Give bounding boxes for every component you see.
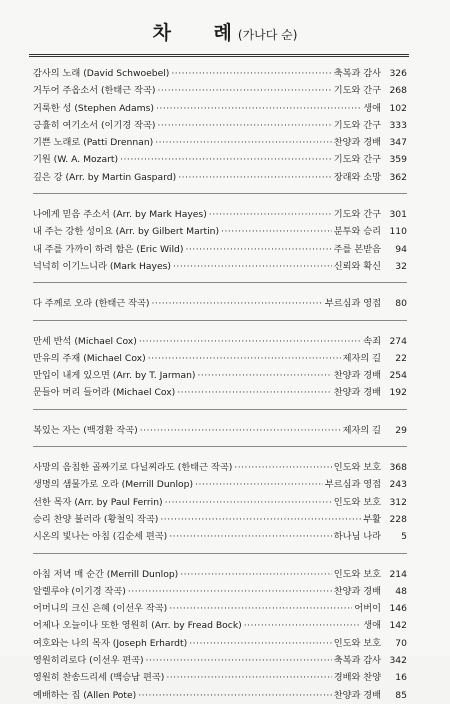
leader-dots <box>120 151 332 168</box>
entry-category: 부활 <box>363 513 381 525</box>
entry-title: 다 주께로 오라 (한태근 작곡) <box>33 298 150 310</box>
leader-dots <box>160 511 361 528</box>
toc-entry <box>33 459 407 476</box>
entry-category: 하나님 나라 <box>333 531 381 543</box>
entry-page-number: 368 <box>389 462 407 474</box>
entry-page-number: 32 <box>395 260 407 272</box>
leader-dots <box>234 459 331 476</box>
entry-title: 넉넉히 이기느니라 (Mark Hayes) <box>33 260 172 272</box>
leader-dots <box>155 134 331 151</box>
leader-dots <box>169 600 352 617</box>
toc-entry <box>33 333 407 350</box>
entry-category: 기도와 간구 <box>333 85 381 97</box>
entry-category: 주를 본받음 <box>333 243 381 255</box>
entry-title: 아침 저녁 매 순간 (Merrill Dunlop) <box>33 568 179 580</box>
entry-title: 여호와는 나의 목자 (Joseph Erhardt) <box>33 637 188 649</box>
entry-page-number: 342 <box>389 655 407 667</box>
entry-title: 내 주는 강한 성이요 (Arr. by Gilbert Martin) <box>33 226 220 238</box>
entry-page-number: 29 <box>395 424 407 436</box>
title-rule <box>29 54 409 57</box>
leader-dots <box>169 528 331 545</box>
entry-page-number: 16 <box>395 672 407 684</box>
toc-group <box>33 566 407 704</box>
toc-entry <box>33 384 407 401</box>
entry-page-number: 70 <box>395 637 407 649</box>
leader-dots <box>209 206 332 223</box>
toc-entry <box>33 258 407 275</box>
entry-page-number: 142 <box>389 620 407 632</box>
entry-page-number: 274 <box>389 335 407 347</box>
toc-entry <box>33 169 407 186</box>
entry-title: 복있는 자는 (백경환 작곡) <box>33 424 138 436</box>
entry-category: 부르심과 영접 <box>324 479 381 491</box>
entry-title: 감사의 노래 (David Schwoebel) <box>33 68 170 79</box>
entry-category: 인도와 보호 <box>333 462 381 474</box>
leader-dots <box>138 687 331 704</box>
entry-page-number: 102 <box>389 102 407 114</box>
entry-title: 문들아 머리 들어라 (Michael Cox) <box>33 387 176 399</box>
group-divider <box>33 553 407 566</box>
toc-entry <box>33 635 407 652</box>
entry-category: 기도와 간구 <box>333 119 381 131</box>
entry-page-number: 228 <box>389 513 407 525</box>
entry-page-number: 243 <box>389 479 407 491</box>
toc-entry <box>33 65 407 82</box>
entry-title: 생명의 샘물가로 오라 (Merrill Dunlop) <box>33 479 194 491</box>
page-title <box>0 18 450 45</box>
entry-category: 인도와 보호 <box>333 637 381 649</box>
toc-entry <box>33 476 407 493</box>
leader-dots <box>166 669 331 686</box>
entry-title: 기원 (W. A. Mozart) <box>33 154 119 166</box>
group-divider <box>33 409 407 422</box>
toc-entry <box>33 367 407 384</box>
entry-page-number: 192 <box>389 387 407 399</box>
entry-title: 어제나 오늘이나 또한 영원히 (Arr. by Fread Bock) <box>33 620 242 632</box>
toc-entry <box>33 494 407 511</box>
entry-title: 나에게 믿음 주소서 (Arr. by Mark Hayes) <box>33 209 207 221</box>
leader-dots <box>165 494 332 511</box>
entry-category: 찬양과 경배 <box>333 370 381 382</box>
toc-group <box>33 459 407 545</box>
entry-title: 긍휼히 여기소서 (이기경 작곡) <box>33 119 156 131</box>
toc-group <box>33 333 407 402</box>
entry-category: 경배와 찬양 <box>333 672 381 684</box>
entry-page-number: 301 <box>389 209 407 221</box>
toc-entry <box>33 422 407 439</box>
title-subtitle: (가나다 순) <box>237 28 298 42</box>
leader-dots <box>221 223 332 240</box>
entry-page-number: 326 <box>389 68 407 79</box>
leader-dots <box>185 241 331 258</box>
entry-title: 시온의 빛나는 아침 (김순세 편곡) <box>33 531 168 543</box>
toc-entry <box>33 206 407 223</box>
entry-page-number: 214 <box>389 568 407 580</box>
leader-dots <box>128 583 332 600</box>
entry-title: 거두어 주옵소서 (한태근 작곡) <box>33 85 156 97</box>
entry-page-number: 85 <box>395 689 407 701</box>
entry-page-number: 362 <box>389 171 407 183</box>
entry-page-number: 110 <box>389 226 407 238</box>
leader-dots <box>148 350 341 367</box>
entry-category: 부르심과 영접 <box>324 298 381 310</box>
toc-entry <box>33 617 407 634</box>
toc-entry <box>33 652 407 669</box>
toc-entry <box>33 295 407 312</box>
entry-page-number: 5 <box>401 531 407 543</box>
leader-dots <box>244 617 361 634</box>
entry-title: 만유의 주재 (Michael Cox) <box>33 352 146 364</box>
group-divider <box>33 320 407 333</box>
entry-category: 기도와 간구 <box>333 154 381 166</box>
toc-group <box>33 206 407 275</box>
entry-page-number: 48 <box>395 585 407 597</box>
leader-dots <box>198 367 332 384</box>
entry-category: 생애 <box>363 620 381 632</box>
toc-entry <box>33 241 407 258</box>
entry-page-number: 146 <box>389 603 407 615</box>
toc-entry <box>33 151 407 168</box>
entry-title: 만입이 내게 있으면 (Arr. by T. Jarman) <box>33 370 196 382</box>
leader-dots <box>157 117 331 134</box>
toc-entry <box>33 566 407 583</box>
entry-page-number: 268 <box>389 85 407 97</box>
entry-category: 분투와 승리 <box>333 226 381 238</box>
group-divider <box>33 282 407 295</box>
leader-dots <box>146 652 332 669</box>
entry-title: 기쁜 노래로 (Patti Drennan) <box>33 137 154 149</box>
entry-category: 축복과 감사 <box>333 655 381 667</box>
leader-dots <box>195 476 323 493</box>
entry-title: 내 주를 가까이 하려 함은 (Eric Wild) <box>33 243 184 255</box>
entry-category: 인도와 보호 <box>333 496 381 508</box>
entry-category: 찬양과 경배 <box>333 689 381 701</box>
toc-group <box>33 295 407 312</box>
entry-title: 사망의 음침한 골짜기로 다닐찌라도 (한태근 작곡) <box>33 462 233 474</box>
entry-category: 장래와 소망 <box>333 171 381 183</box>
entry-page-number: 22 <box>395 352 407 364</box>
toc-entry <box>33 100 407 117</box>
leader-dots <box>156 100 361 117</box>
leader-dots <box>189 635 332 652</box>
entry-title: 승리 찬양 불러라 (황철익 작곡) <box>33 513 159 525</box>
entry-page-number: 359 <box>389 154 407 166</box>
toc-entry <box>33 528 407 545</box>
group-divider <box>33 193 407 206</box>
toc-entry <box>33 511 407 528</box>
entry-category: 인도와 보호 <box>333 568 381 580</box>
entry-page-number: 254 <box>389 370 407 382</box>
toc-entry <box>33 223 407 240</box>
toc-entry <box>33 117 407 134</box>
entry-page-number: 312 <box>389 496 407 508</box>
entry-title: 거룩한 성 (Stephen Adams) <box>33 102 154 114</box>
toc-entry <box>33 82 407 99</box>
toc-list <box>33 65 407 704</box>
toc-group <box>33 65 407 186</box>
entry-category: 생애 <box>363 102 381 114</box>
entry-page-number: 333 <box>389 119 407 131</box>
toc-entry <box>33 134 407 151</box>
leader-dots <box>139 333 361 350</box>
leader-dots <box>151 295 322 312</box>
toc-entry <box>33 583 407 600</box>
leader-dots <box>178 169 332 186</box>
entry-title: 예배하는 집 (Allen Pote) <box>33 689 137 701</box>
entry-title: 깊은 강 (Arr. by Martin Gaspard) <box>33 171 177 183</box>
entry-category: 찬양과 경배 <box>333 137 381 149</box>
title-main: 차 례 <box>152 22 250 44</box>
entry-title: 선한 목자 (Arr. by Paul Ferrin) <box>33 496 163 508</box>
entry-title: 알렐루야 (이기경 작곡) <box>33 585 126 597</box>
leader-dots <box>140 422 341 439</box>
entry-category: 속죄 <box>363 335 381 347</box>
entry-category: 어버이 <box>354 603 381 615</box>
leader-dots <box>157 82 331 99</box>
entry-page-number: 94 <box>395 243 407 255</box>
entry-title: 어머니의 크신 은혜 (이선우 작곡) <box>33 603 168 615</box>
entry-category: 축복과 감사 <box>333 68 381 79</box>
leader-dots <box>173 258 332 275</box>
leader-dots <box>180 566 331 583</box>
entry-category: 찬양과 경배 <box>333 387 381 399</box>
entry-category: 찬양과 경배 <box>333 585 381 597</box>
entry-title: 영원히리로다 (이선우 편곡) <box>33 655 144 667</box>
toc-entry <box>33 350 407 367</box>
entry-category: 제자의 길 <box>342 352 381 364</box>
entry-page-number: 347 <box>389 137 407 149</box>
entry-category: 신뢰와 확신 <box>333 260 381 272</box>
toc-entry <box>33 687 407 704</box>
leader-dots <box>177 384 331 401</box>
leader-dots <box>171 65 331 82</box>
group-divider <box>33 446 407 459</box>
toc-entry <box>33 600 407 617</box>
entry-category: 기도와 간구 <box>333 209 381 221</box>
entry-title: 만세 반석 (Michael Cox) <box>33 335 137 347</box>
toc-group <box>33 422 407 439</box>
entry-category: 제자의 길 <box>342 424 381 436</box>
entry-page-number: 80 <box>395 298 407 310</box>
toc-entry <box>33 669 407 686</box>
entry-title: 영원히 찬송드리세 (백승남 편곡) <box>33 672 165 684</box>
